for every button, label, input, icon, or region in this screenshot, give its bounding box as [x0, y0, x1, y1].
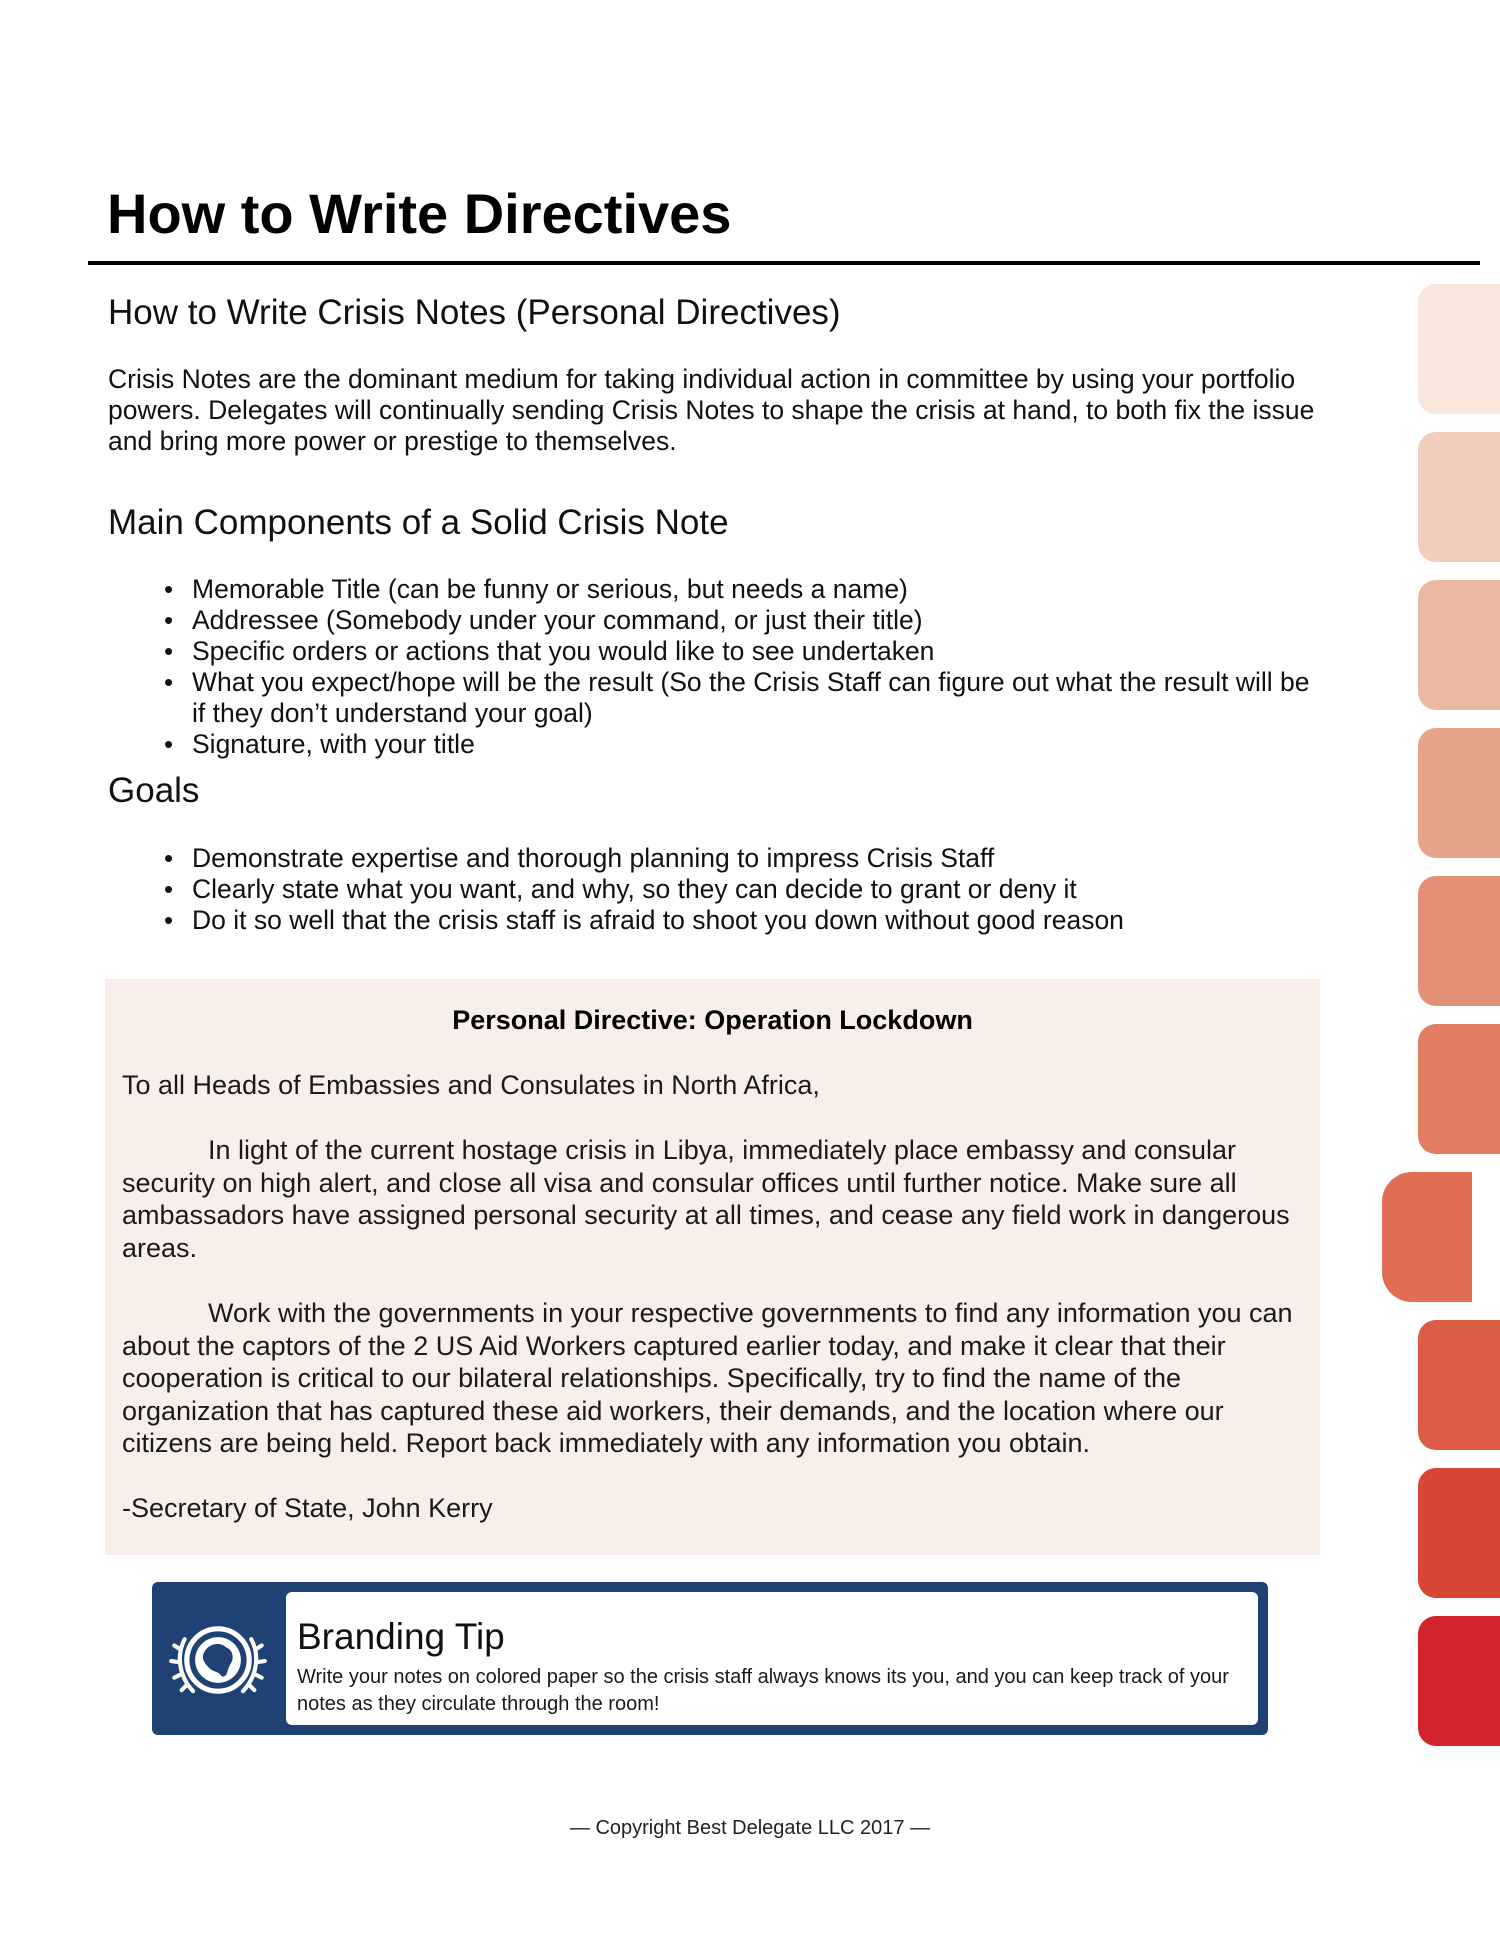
goals-heading: Goals [108, 771, 200, 810]
page-title: How to Write Directives [107, 182, 732, 245]
title-rule [88, 261, 1480, 265]
side-tab-9[interactable] [1418, 1468, 1500, 1598]
crisis-notes-heading: How to Write Crisis Notes (Personal Directives) [108, 293, 841, 332]
components-heading: Main Components of a Solid Crisis Note [108, 503, 729, 542]
side-tab-2[interactable] [1418, 432, 1500, 562]
list-item: • Memorable Title (can be funny or serious, but needs a name) [164, 574, 908, 604]
side-tab-4[interactable] [1418, 728, 1500, 858]
directive-example-box [105, 979, 1320, 1555]
branding-tip-text: Write your notes on colored paper so the crisis staff always knows its you, and you can keep track of your notes as they circulate through the room! [297, 1666, 1229, 1715]
branding-tip-title: Branding Tip [297, 1616, 505, 1657]
directive-paragraph-2: Work with the governments in your respective governments to find any information you can about the captors of the 2 US Aid Workers captured earlier today, and make it clear that their cooperation is critical to our bilateral relationships. Specifically, try to find the name of the organization that has captured these aid workers, their demands, and the location where our citizens are being held. Report back immediately with any information you obtain. [122, 1298, 1293, 1458]
side-tab-7[interactable] [1382, 1172, 1472, 1302]
list-item: • Specific orders or actions that you would like to see undertaken [164, 636, 935, 666]
directive-salutation: To all Heads of Embassies and Consulates in North Africa, [122, 1070, 820, 1100]
list-item: • Addressee (Somebody under your command, or just their title) [164, 605, 923, 635]
components-list [164, 574, 1324, 760]
directive-title: Personal Directive: Operation Lockdown [452, 1005, 973, 1035]
directive-paragraph-1: In light of the current hostage crisis in Libya, immediately place embassy and consular security on high alert, and close all visa and consular offices until further notice. Make sure all ambassadors have assigned personal security at all times, and cease any field work in dangerous areas. [122, 1135, 1290, 1263]
list-item: • What you expect/hope will be the result (So the Crisis Staff can figure out what the result will be if they don’t understand your goal) [164, 667, 1310, 728]
branding-tip-content [286, 1592, 1258, 1725]
side-tab-8[interactable] [1418, 1320, 1500, 1450]
side-tab-3[interactable] [1418, 580, 1500, 710]
list-item: • Clearly state what you want, and why, so they can decide to grant or deny it [164, 874, 1077, 904]
crisis-notes-intro: Crisis Notes are the dominant medium for taking individual action in committee by using your portfolio powers. Delegates will continually sending Crisis Notes to shape the crisis at hand, to both fix the issue and bring more power or prestige to themselves. [108, 364, 1315, 456]
list-item: • Do it so well that the crisis staff is afraid to shoot you down without good reason [164, 905, 1124, 935]
side-tab-1[interactable] [1418, 284, 1500, 414]
directive-signature: -Secretary of State, John Kerry [122, 1493, 493, 1523]
side-tab-10[interactable] [1418, 1616, 1500, 1746]
list-item: • Demonstrate expertise and thorough planning to impress Crisis Staff [164, 843, 995, 873]
branding-tip-box [152, 1582, 1268, 1735]
side-tab-6[interactable] [1418, 1024, 1500, 1154]
side-tab-5[interactable] [1418, 876, 1500, 1006]
copyright-footer: — Copyright Best Delegate LLC 2017 — [569, 1817, 931, 1839]
list-item: • Signature, with your title [164, 729, 475, 759]
un-globe-logo-icon [166, 1608, 270, 1712]
goals-list [164, 843, 1324, 936]
